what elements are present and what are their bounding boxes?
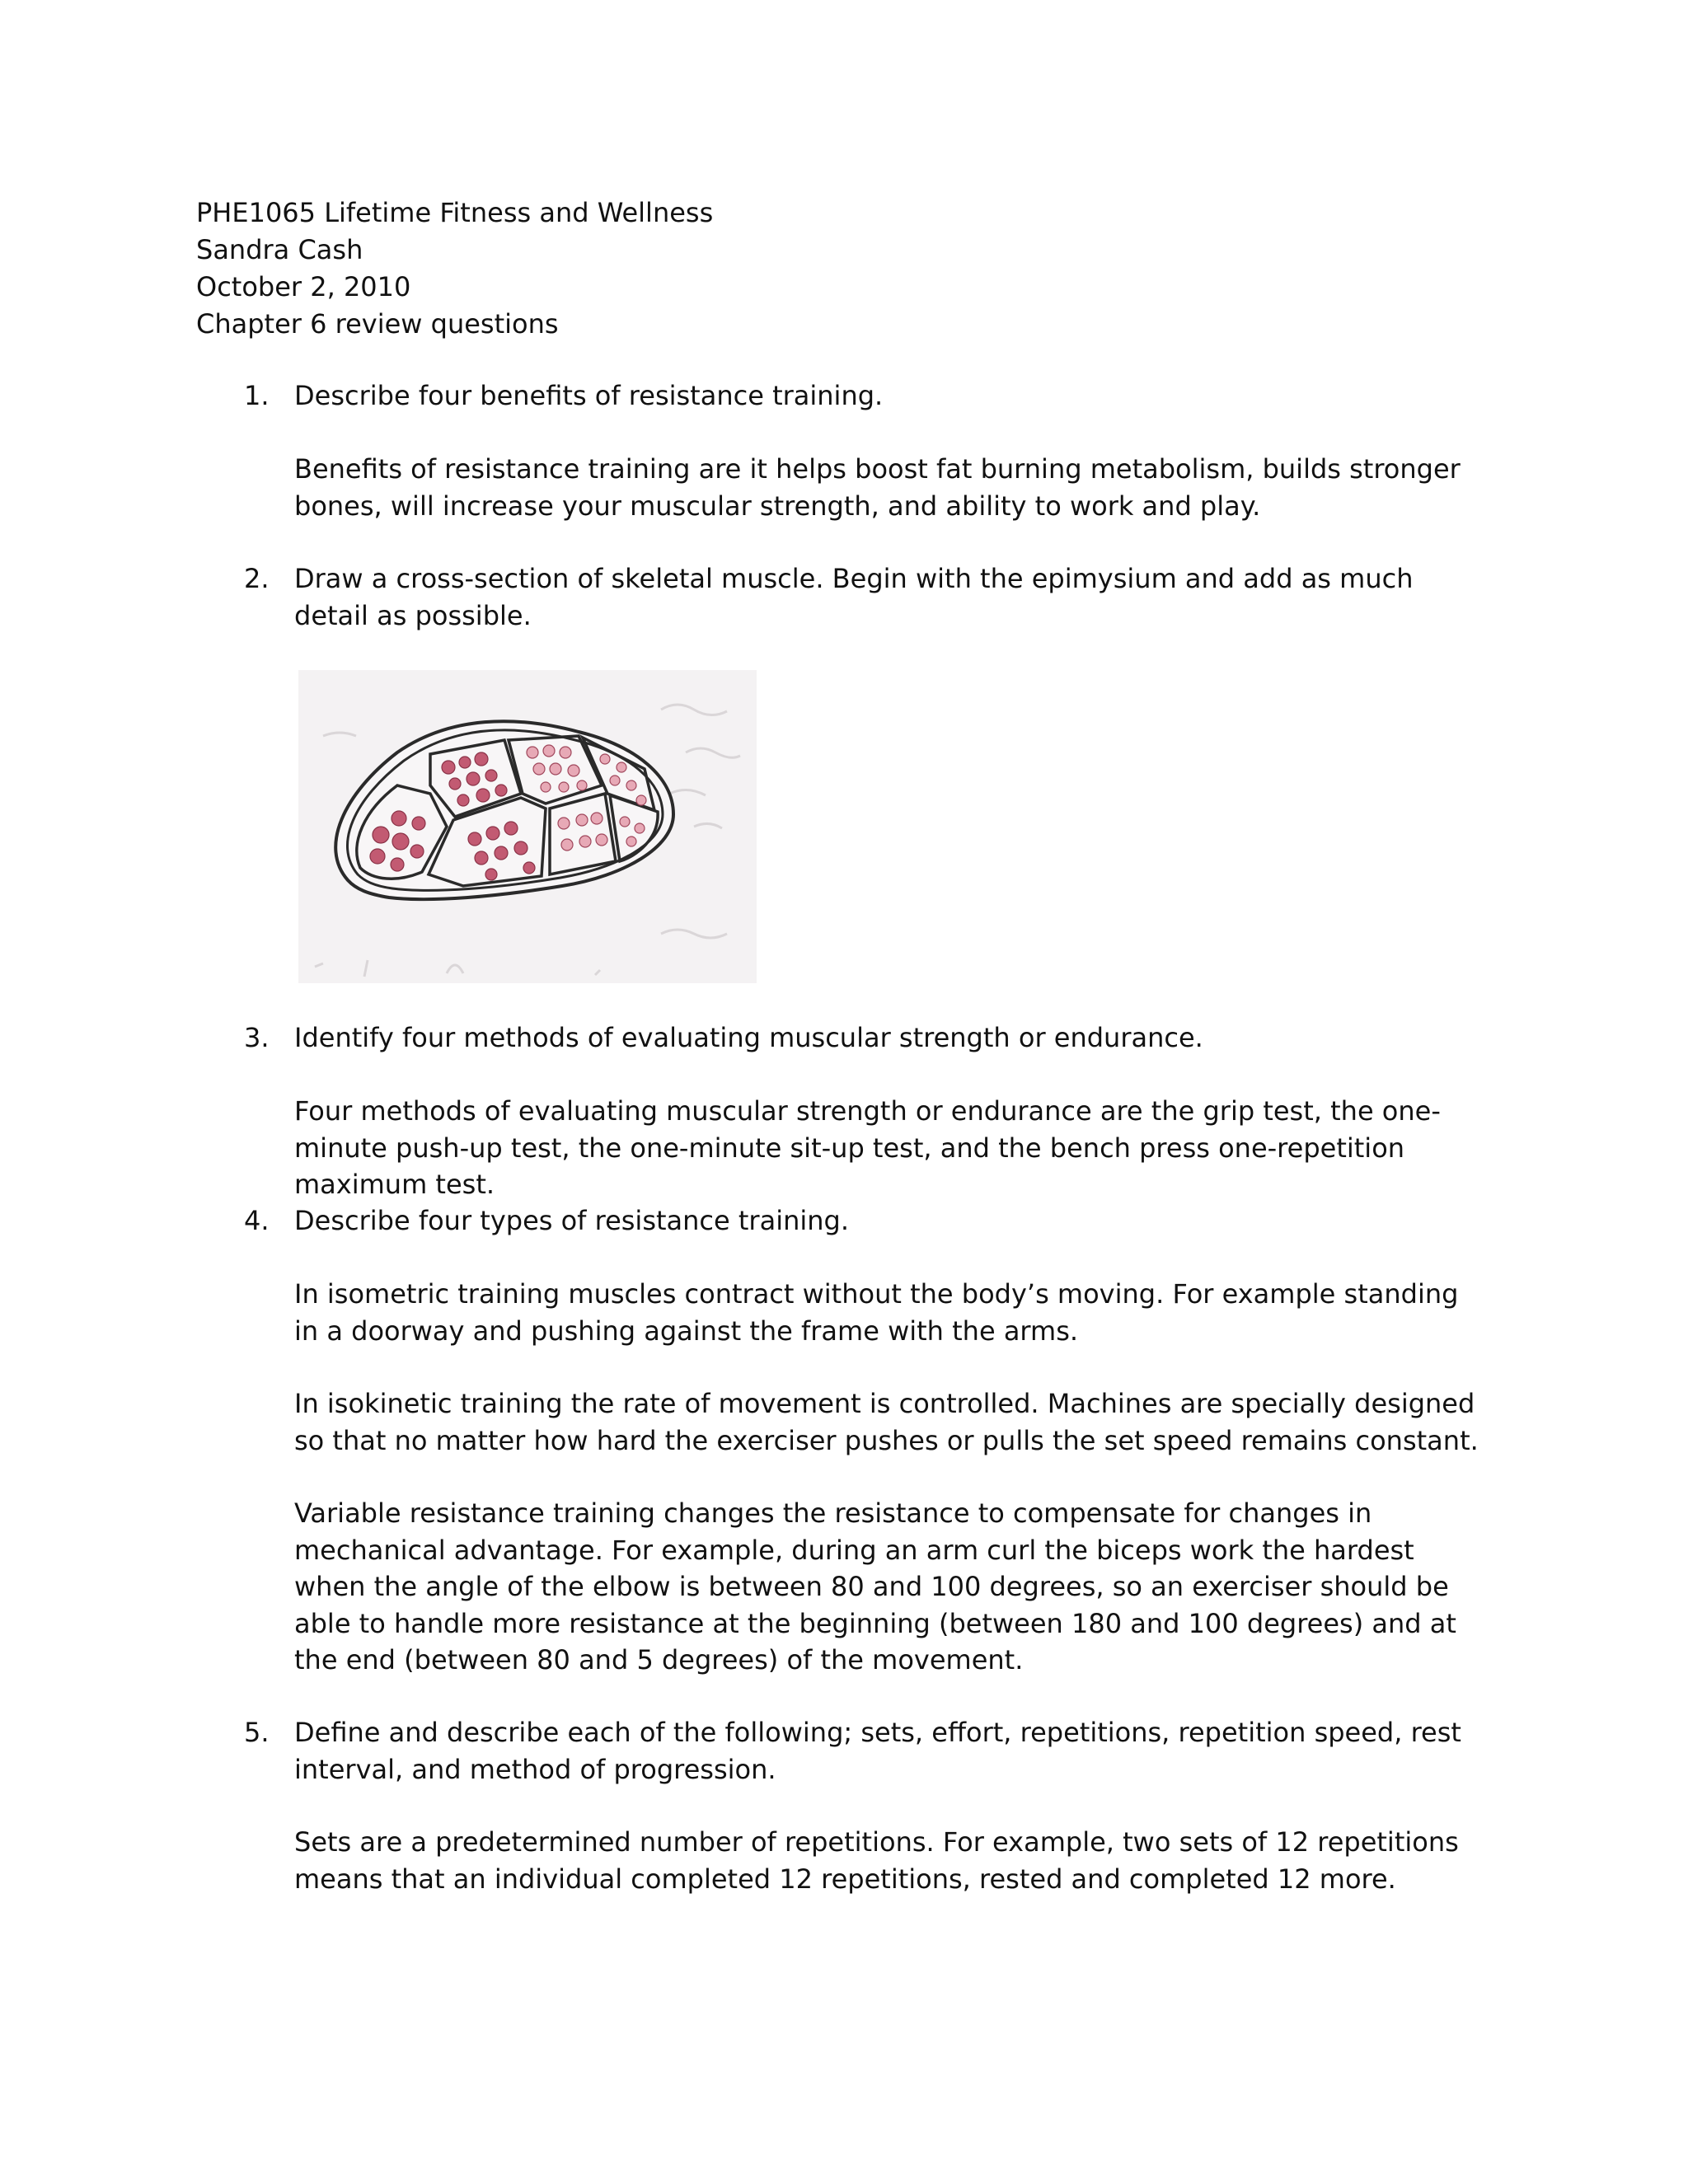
answer-paragraph: Sets are a predetermined number of repetitions. For example, two sets of 12 repetitions means that an individual completed 12 repetitions, rested and completed 12 more. (294, 1826, 1459, 1895)
answer-paragraph: In isometric training muscles contract without the body’s moving. For example standing in a doorway and pushing against the frame with the arms. (294, 1278, 1459, 1347)
question-number: 4. (244, 1205, 270, 1236)
student-name: Sandra Cash (196, 234, 363, 265)
question-number: 3. (244, 1022, 270, 1053)
muscle-cross-section-icon (298, 670, 757, 983)
question-text: Describe four types of resistance training. (294, 1205, 850, 1236)
question-number: 2. (244, 563, 270, 594)
answer-paragraph: Benefits of resistance training are it helps boost fat burning metabolism, builds stronger bones, will increase your muscular strength, and ability to work and play. (294, 453, 1461, 522)
muscle-cross-section-figure (298, 670, 757, 983)
answer-paragraph: Variable resistance training changes the resistance to compensate for changes in mechanical advantage. For example, during an arm curl the biceps work the hardest when the angle of the elbow is between 80 and 100 degrees, so an exerciser should be able to handle more resistance at the beginning (between 180 and 100 degrees) and at the end (between 80 and 5 degrees) of the movement. (294, 1497, 1456, 1675)
question-number: 5. (244, 1717, 270, 1748)
answer-paragraph: Four methods of evaluating muscular strength or endurance are the grip test, the one-minute push-up test, the one-minute sit-up test, and the bench press one-repetition maximum test. (294, 1095, 1441, 1200)
question-text: Describe four benefits of resistance training. (294, 380, 884, 411)
question-text: Define and describe each of the following; sets, effort, repetitions, repetition speed, rest interval, and method of progression. (294, 1717, 1461, 1785)
assignment-title: Chapter 6 review questions (196, 308, 559, 340)
question-text: Draw a cross-section of skeletal muscle. Begin with the epimysium and add as much detail as possible. (294, 563, 1414, 631)
question-number: 1. (244, 380, 270, 411)
course-title: PHE1065 Lifetime Fitness and Wellness (196, 197, 714, 228)
document-date: October 2, 2010 (196, 271, 411, 302)
document-header (196, 194, 713, 343)
question-text: Identify four methods of evaluating muscular strength or endurance. (294, 1022, 1203, 1053)
answer-paragraph: In isokinetic training the rate of movement is controlled. Machines are specially designed so that no matter how hard the exerciser pushes or pulls the set speed remains constant. (294, 1388, 1479, 1456)
